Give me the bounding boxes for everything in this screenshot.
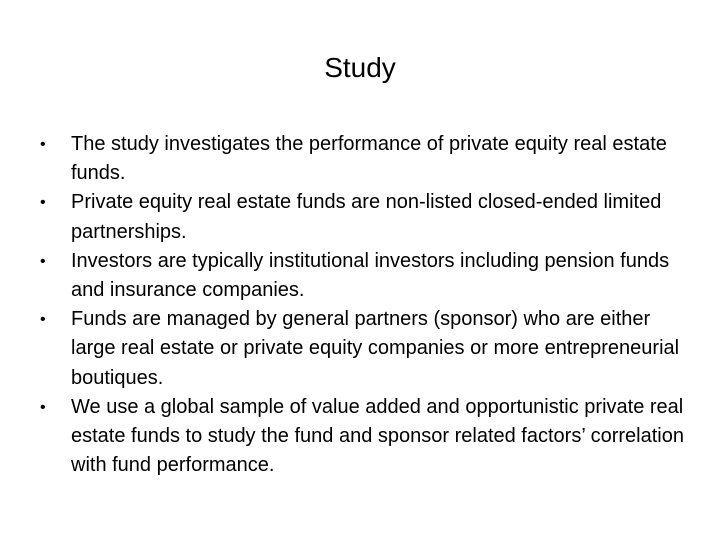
bullet-text: Funds are managed by general partners (sponsor) who are either large real estate or private equity companies or more entrepreneurial boutiques. xyxy=(71,308,680,389)
bullet-icon: • xyxy=(40,136,46,153)
bullet-icon: • xyxy=(40,194,46,212)
bullet-item xyxy=(40,247,690,305)
bullet-text: Private equity real estate funds are non-listed closed-ended limited partnerships. xyxy=(71,191,662,243)
bullet-icon: • xyxy=(40,311,46,329)
bullet-list xyxy=(40,130,690,480)
bullet-icon: • xyxy=(40,252,46,270)
bullet-item xyxy=(40,188,690,246)
bullet-item xyxy=(40,393,690,481)
bullet-text: Investors are typically institutional investors including pension funds and insurance companies. xyxy=(71,249,670,302)
bullet-icon: • xyxy=(40,398,46,416)
bullet-text: We use a global sample of value added and opportunistic private real estate funds to study the fund and sponsor related factors’ correlation with fund performance. xyxy=(71,395,684,477)
bullet-text: The study investigates the performance of private equity real estate funds. xyxy=(71,133,667,185)
slide-title: Study xyxy=(324,52,396,83)
bullet-item xyxy=(40,305,690,393)
bullet-item xyxy=(40,130,690,188)
